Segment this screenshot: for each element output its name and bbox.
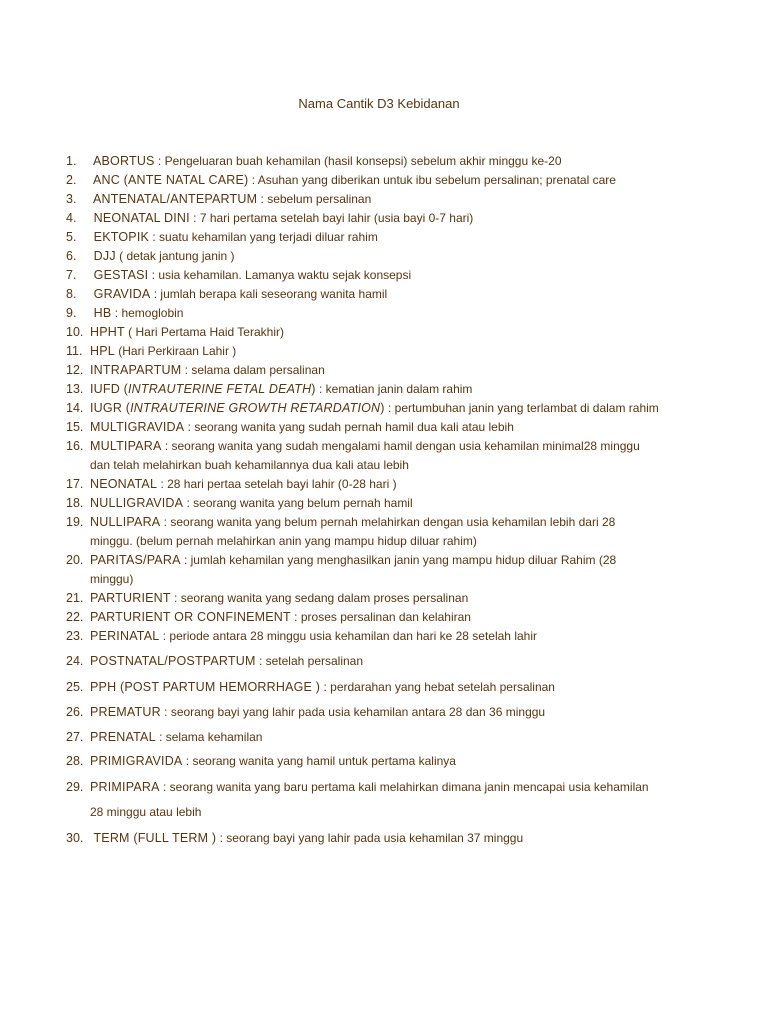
- item-number: 3.: [66, 192, 77, 206]
- item-number: 6.: [66, 249, 77, 263]
- item-definition: : seorang wanita yang baru pertama kali melahirkan dimana janin mencapai usia kehamilan: [159, 780, 649, 794]
- item-term: GESTASI: [90, 268, 149, 282]
- item-definition: : perdarahan yang hebat setelah persalinan: [320, 680, 555, 694]
- item-number: 13.: [66, 382, 84, 396]
- item-definition: : seorang wanita yang sudah pernah hamil dua kali atau lebih: [184, 420, 514, 434]
- list-item: [66, 418, 706, 437]
- item-definition: ( detak jantung janin ): [115, 249, 235, 263]
- item-term: MULTIGRAVIDA: [90, 420, 185, 434]
- item-term: NULLIGRAVIDA: [90, 496, 184, 510]
- list-item: [66, 589, 706, 608]
- item-number: 14.: [66, 401, 84, 415]
- item-number: 15.: [66, 420, 84, 434]
- item-number: 16.: [66, 439, 84, 453]
- list-item: [66, 190, 706, 209]
- item-definition-continued: 28 minggu atau lebih: [90, 805, 202, 819]
- item-number: 22.: [66, 610, 84, 624]
- item-number: 30.: [66, 831, 84, 845]
- item-term: NEONATAL DINI: [90, 211, 190, 225]
- item-term: PREMATUR: [90, 705, 161, 719]
- item-definition: : seorang wanita yang hamil untuk pertama kalinya: [182, 754, 456, 768]
- item-number: 9.: [66, 306, 77, 320]
- item-term: PARTURIENT: [90, 591, 171, 605]
- item-definition: : seorang wanita yang sedang dalam proses persalinan: [170, 591, 469, 605]
- item-term: PRIMIGRAVIDA: [90, 754, 183, 768]
- item-definition: : Asuhan yang diberikan untuk ibu sebelum persalinan; prenatal care: [248, 173, 616, 187]
- item-number: 25.: [66, 680, 84, 694]
- item-term: HPHT: [90, 325, 125, 339]
- list-item: [66, 361, 706, 380]
- item-term: INTRAPARTUM: [90, 363, 182, 377]
- item-definition: : setelah persalinan: [255, 654, 364, 668]
- item-definition: : selama dalam persalinan: [181, 363, 325, 377]
- list-item: [66, 342, 706, 361]
- item-definition: : seorang wanita yang sudah mengalami hamil dengan usia kehamilan minimal28 minggu: [161, 439, 640, 453]
- list-item: [66, 399, 706, 418]
- item-definition: : jumlah kehamilan yang menghasilkan janin yang mampu hidup diluar Rahim (28: [180, 553, 617, 567]
- item-definition: ( Hari Pertama Haid Terakhir): [124, 325, 284, 339]
- item-definition: : periode antara 28 minggu usia kehamilan dan hari ke 28 setelah lahir: [159, 629, 537, 643]
- item-definition: : jumlah berapa kali seseorang wanita hamil: [150, 287, 388, 301]
- item-definition: : 7 hari pertama setelah bayi lahir (usia bayi 0-7 hari): [189, 211, 474, 225]
- item-definition-continued: minggu. (belum pernah melahirkan anin yang mampu hidup diluar rahim): [90, 534, 477, 548]
- item-definition: : kematian janin dalam rahim: [315, 382, 473, 396]
- list-item: [66, 829, 706, 848]
- list-item: [66, 304, 706, 323]
- list-item: [66, 171, 706, 190]
- item-term: PPH (POST PARTUM HEMORRHAGE ): [90, 680, 321, 694]
- list-item: [66, 380, 706, 399]
- item-term: PERINATAL: [90, 629, 160, 643]
- list-item: [66, 247, 706, 266]
- item-term: HB: [90, 306, 112, 320]
- item-term: NULLIPARA: [90, 515, 161, 529]
- item-term-close: ): [380, 401, 385, 415]
- list-item: [66, 551, 706, 589]
- item-number: 23.: [66, 629, 84, 643]
- item-definition: : 28 hari pertaa setelah bayi lahir (0-28 hari ): [157, 477, 397, 491]
- item-number: 5.: [66, 230, 77, 244]
- item-number: 19.: [66, 515, 84, 529]
- item-number: 17.: [66, 477, 84, 491]
- item-definition: : proses persalinan dan kelahiran: [290, 610, 471, 624]
- item-definition: : seorang wanita yang belum pernah hamil: [183, 496, 413, 510]
- document-title: Nama Cantik D3 Kebidanan: [298, 96, 460, 111]
- item-term: ANC (ANTE NATAL CARE): [90, 173, 249, 187]
- item-term: PARTURIENT OR CONFINEMENT: [90, 610, 291, 624]
- list-item: [66, 778, 706, 822]
- item-number: 24.: [66, 654, 84, 668]
- item-term: GRAVIDA: [90, 287, 151, 301]
- item-number: 21.: [66, 591, 84, 605]
- item-definition: : hemoglobin: [111, 306, 184, 320]
- item-definition: : seorang wanita yang belum pernah melahirkan dengan usia kehamilan lebih dari 28: [160, 515, 616, 529]
- list-item: [66, 152, 706, 171]
- item-number: 27.: [66, 730, 84, 744]
- list-item: [66, 437, 706, 475]
- item-definition: : pertumbuhan janin yang terlambat di dalam rahim: [384, 401, 659, 415]
- list-item: [66, 703, 706, 722]
- list-item: [66, 728, 706, 747]
- item-term: DJJ: [90, 249, 116, 263]
- item-definition: : Pengeluaran buah kehamilan (hasil konsepsi) sebelum akhir minggu ke-20: [154, 154, 562, 168]
- list-item: [66, 323, 706, 342]
- item-number: 1.: [66, 154, 77, 168]
- list-item: [66, 475, 706, 494]
- item-term-italic: INTRAUTERINE FETAL DEATH: [128, 382, 312, 396]
- item-number: 26.: [66, 705, 84, 719]
- item-definition: : sebelum persalinan: [257, 192, 372, 206]
- item-term: NEONATAL: [90, 477, 158, 491]
- list-item: [66, 513, 706, 551]
- item-definition-continued: dan telah melahirkan buah kehamilannya dua kali atau lebih: [90, 458, 409, 472]
- item-term: HPL: [90, 344, 115, 358]
- list-item: [66, 228, 706, 247]
- item-term: PARITAS/PARA: [90, 553, 181, 567]
- list-item: [66, 627, 706, 646]
- item-definition: : seorang bayi yang lahir pada usia kehamilan 37 minggu: [216, 831, 524, 845]
- list-item: [66, 652, 706, 671]
- item-term: MULTIPARA: [90, 439, 162, 453]
- item-term: POSTNATAL/POSTPARTUM: [90, 654, 256, 668]
- item-term: EKTOPIK: [90, 230, 150, 244]
- item-term: PRENATAL: [90, 730, 156, 744]
- item-term: TERM (FULL TERM ): [90, 831, 217, 845]
- list-item: [66, 285, 706, 304]
- item-term-italic: INTRAUTERINE GROWTH RETARDATION: [130, 401, 381, 415]
- item-number: 20.: [66, 553, 84, 567]
- item-number: 8.: [66, 287, 77, 301]
- item-definition: : seorang bayi yang lahir pada usia kehamilan antara 28 dan 36 minggu: [160, 705, 546, 719]
- item-number: 10.: [66, 325, 84, 339]
- item-number: 29.: [66, 780, 84, 794]
- item-term: PRIMIPARA: [90, 780, 160, 794]
- item-number: 7.: [66, 268, 77, 282]
- list-item: [66, 266, 706, 285]
- list-item: [66, 678, 706, 697]
- item-number: 28.: [66, 754, 84, 768]
- item-number: 4.: [66, 211, 77, 225]
- item-definition: : usia kehamilan. Lamanya waktu sejak konsepsi: [148, 268, 412, 282]
- item-number: 12.: [66, 363, 84, 377]
- item-term-close: ): [311, 382, 316, 396]
- item-definition-continued: minggu): [90, 572, 134, 586]
- list-item: [66, 608, 706, 627]
- item-term: IUGR (: [90, 401, 131, 415]
- list-item: [66, 209, 706, 228]
- item-term: IUFD (: [90, 382, 128, 396]
- item-term: ANTENATAL/ANTEPARTUM: [90, 192, 258, 206]
- item-definition: (Hari Perkiraan Lahir ): [114, 344, 237, 358]
- item-term: ABORTUS: [90, 154, 155, 168]
- item-definition: : suatu kehamilan yang terjadi diluar rahim: [149, 230, 378, 244]
- item-number: 2.: [66, 173, 77, 187]
- item-number: 18.: [66, 496, 84, 510]
- list-item: [66, 494, 706, 513]
- list-item: [66, 752, 706, 771]
- item-number: 11.: [66, 344, 83, 358]
- item-definition: : selama kehamilan: [155, 730, 263, 744]
